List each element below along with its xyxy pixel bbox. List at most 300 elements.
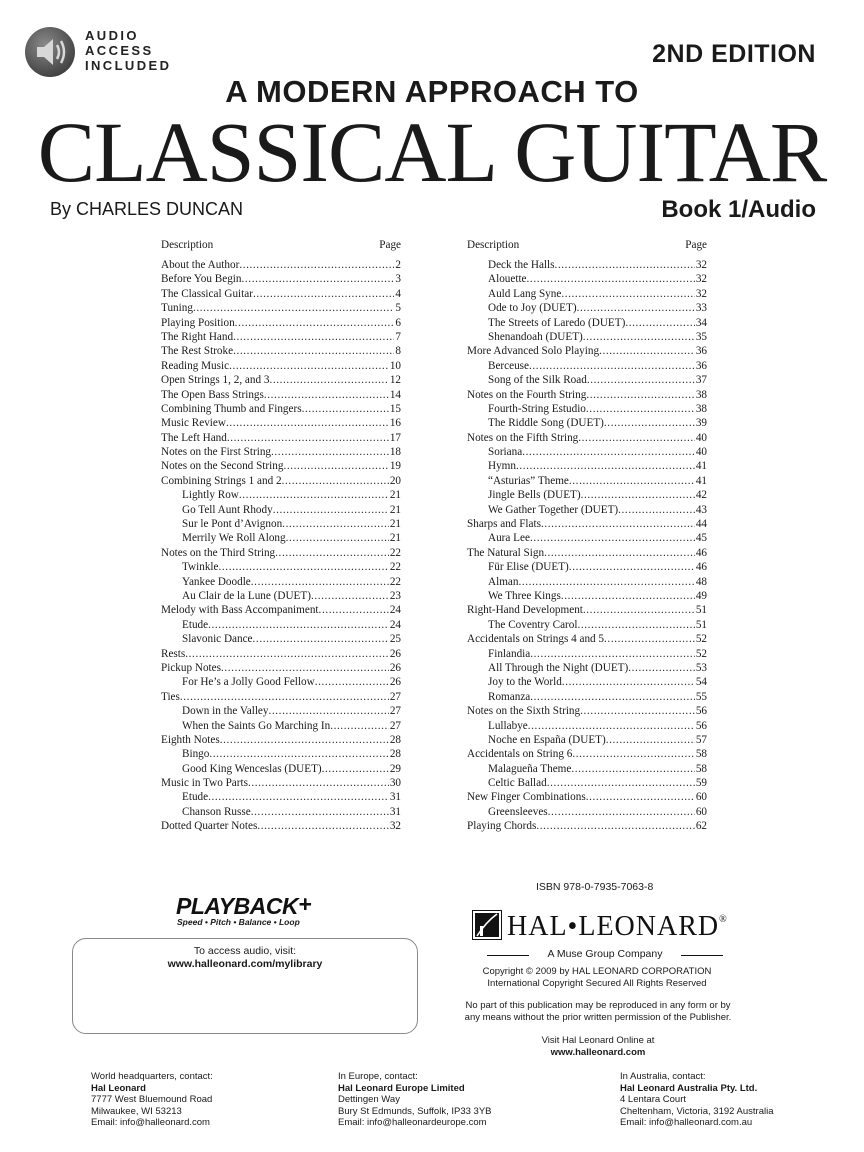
toc-dot-leader [229,359,389,373]
toc-dot-leader [319,603,389,617]
toc-entry [161,632,401,646]
disclaimer-line: any means without the prior written permission of the Publisher. [464,1012,732,1023]
toc-entry-page: 38 [695,402,707,415]
toc-dot-leader [580,704,695,718]
toc-entry-title: Jingle Bells (DUET) [488,489,581,502]
toc-entry [467,675,707,689]
toc-dot-leader [315,675,389,689]
toc-dot-leader [587,373,695,387]
contact-company: Hal Leonard [91,1082,146,1094]
toc-dot-leader [273,503,389,517]
toc-entry [161,733,401,747]
toc-entry-title: Combining Thumb and Fingers [161,402,302,415]
toc-entry-title: Ties [161,690,180,703]
toc-entry-title: Playing Chords [467,820,537,833]
toc-entry [467,776,707,790]
toc-entry-title: The Natural Sign [467,546,545,559]
toc-dot-leader [268,704,388,718]
visit-label: Visit Hal Leonard Online at [541,1035,655,1046]
toc-dot-leader [577,301,695,315]
toc-entry-title: The Classical Guitar [161,287,253,300]
toc-entry [467,402,707,416]
toc-entry-page: 23 [389,589,401,602]
book-title: CLASSICAL GUITAR [37,104,827,200]
toc-entry-title: Merrily We Roll Along [182,532,286,545]
toc-entry [161,503,401,517]
playback-tagline: Speed • Pitch • Balance • Loop [177,917,300,927]
toc-entry-title: We Gather Together (DUET) [488,503,619,516]
toc-entry-page: 5 [395,302,401,315]
contact-company: Hal Leonard Australia Pty. Ltd. [620,1082,758,1094]
toc-dot-leader [618,503,695,517]
access-url-link[interactable]: www.halleonard.com/mylibrary [167,958,323,970]
website-link[interactable]: www.halleonard.com [550,1047,646,1058]
toc-entry-title: Accidentals on Strings 4 and 5 [467,633,605,646]
toc-entry [161,719,401,733]
toc-entry-page: 29 [389,762,401,775]
toc-entry-title: When the Saints Go Marching In [182,719,331,732]
toc-entry-page: 14 [389,388,401,401]
toc-entry-page: 40 [695,431,707,444]
toc-entry [467,690,707,704]
toc-entry-title: Sur le Pont d’Avignon [182,518,283,531]
toc-entry-title: Notes on the Third String [161,546,276,559]
toc-page-heading: Page [685,239,707,251]
toc-entry [467,517,707,531]
toc-entry-title: Before You Begin [161,273,242,286]
toc-entry [161,647,401,661]
toc-dot-leader [302,402,389,416]
toc-dot-leader [269,373,388,387]
toc-entry-page: 32 [695,273,707,286]
toc-entry [467,719,707,733]
copyright-line: Copyright © 2009 by HAL LEONARD CORPORATION [482,966,712,977]
toc-entry-title: Open Strings 1, 2, and 3 [161,374,270,387]
toc-dot-leader [227,431,389,445]
toc-entry-page: 34 [695,316,707,329]
toc-entry [467,359,707,373]
toc-entry-page: 17 [389,431,401,444]
toc-entry-title: Lightly Row [182,489,239,502]
toc-entry-title: Twinkle [182,561,219,574]
toc-entry-page: 21 [389,532,401,545]
toc-entry-page: 8 [395,345,401,358]
toc-entry-title: Alman [488,575,519,588]
toc-entry-page: 25 [389,633,401,646]
toc-entry [467,632,707,646]
toc-dot-leader [185,647,389,661]
toc-entry-page: 43 [695,503,707,516]
contact-australia [620,1071,774,1129]
toc-entry [161,373,401,387]
toc-dot-leader [221,661,389,675]
contact-city: Cheltenham, Victoria, 3192 Australia [620,1105,774,1117]
toc-entry-page: 26 [389,676,401,689]
toc-entry-page: 20 [389,474,401,487]
book-volume: Book 1/Audio [661,196,816,223]
audio-badge-line: AUDIO [85,28,139,43]
toc-entry [161,272,401,286]
toc-entry-title: Down in the Valley [182,705,269,718]
toc-entry-title: Ode to Joy (DUET) [488,302,577,315]
toc-entry [161,474,401,488]
toc-dot-leader [239,258,394,272]
toc-entry-page: 45 [695,532,707,545]
toc-entry-page: 21 [389,518,401,531]
toc-entry-page: 37 [695,374,707,387]
toc-entry-title: Right-Hand Development [467,604,583,617]
playback-plus-icon: + [298,891,312,917]
toc-entry-title: Yankee Doodle [182,575,251,588]
toc-entry-title: Combining Strings 1 and 2 [161,474,282,487]
toc-entry-title: About the Author [161,259,240,271]
toc-dot-leader [548,805,695,819]
hal-leonard-mark-icon [472,910,502,940]
toc-dot-leader [516,459,695,473]
toc-entry-title: Rests [161,647,186,660]
toc-dot-leader [599,344,695,358]
access-instructions: To access audio, visit: [193,945,297,957]
toc-header [467,236,707,258]
author-line: By CHARLES DUNCAN [50,199,244,219]
toc-entry-page: 41 [695,460,707,473]
toc-dot-leader [253,287,394,301]
toc-dot-leader [604,632,695,646]
toc-entry-title: Accidentals on String 6 [467,748,573,761]
toc-entry [467,373,707,387]
contact-city: Bury St Edmunds, Suffolk, IP33 3YB [338,1105,492,1117]
toc-dot-leader [562,675,695,689]
toc-entry [161,330,401,344]
hal-leonard-wordmark [507,911,728,943]
toc-dot-leader [625,316,695,330]
toc-entry-page: 6 [395,316,401,329]
toc-entry [161,388,401,402]
toc-dot-leader [233,344,394,358]
toc-entry-page: 28 [389,748,401,761]
toc-entry-title: New Finger Combinations [467,791,586,804]
toc-entry-page: 19 [389,460,401,473]
toc-dot-leader [628,661,695,675]
toc-dot-leader [561,287,694,301]
toc-entry [467,747,707,761]
toc-entry [161,531,401,545]
toc-entry-title: Sharps and Flats [467,518,541,531]
toc-entry [161,618,401,632]
toc-entry-title: Bingo [182,748,210,761]
toc-entry-page: 16 [389,417,401,430]
toc-entry-title: The Open Bass Strings [161,388,264,401]
toc-entry-page: 62 [695,820,707,833]
toc-dot-leader [547,776,695,790]
toc-entry [467,704,707,718]
toc-description-heading: Description [467,239,520,251]
toc-dot-leader [193,301,394,315]
toc-entry-title: We Three Kings [488,589,561,602]
toc-entry [161,344,401,358]
toc-entry [161,690,401,704]
toc-dot-leader [209,747,388,761]
toc-entry-page: 57 [695,733,707,746]
toc-entry-title: Etude [182,618,209,631]
toc-entry-page: 40 [695,446,707,459]
toc-dot-leader [275,546,389,560]
contact-heading: World headquarters, contact: [91,1071,213,1082]
toc-entry-title: More Advanced Solo Playing [467,345,600,358]
toc-dot-leader [248,776,389,790]
toc-entry [467,819,707,833]
toc-dot-leader [572,747,694,761]
toc-entry [161,819,401,833]
toc-entry-page: 4 [395,287,401,300]
toc-dot-leader [264,388,389,402]
toc-entry-title: Reading Music [161,359,230,372]
toc-entry-page: 22 [389,575,401,588]
toc-header [161,236,401,258]
toc-entry [161,575,401,589]
toc-entry [467,431,707,445]
toc-entry-page: 32 [695,259,707,271]
toc-entry-title: Fourth-String Estudio [488,402,586,415]
toc-entry-page: 51 [695,604,707,617]
toc-entry-title: Good King Wenceslas (DUET) [182,762,322,775]
toc-dot-leader [253,632,389,646]
toc-entry-title: Lullabye [488,719,528,732]
toc-dot-leader [528,719,695,733]
toc-entry [161,488,401,502]
toc-entry-page: 56 [695,705,707,718]
toc-entry-page: 30 [389,777,401,790]
toc-entry-title: Celtic Ballad [488,777,547,790]
toc-entry-title: Romanza [488,690,531,703]
toc-entry-page: 52 [695,647,707,660]
toc-dot-leader [536,819,695,833]
toc-dot-leader [606,733,695,747]
toc-dot-leader [311,589,389,603]
toc-entry-title: Für Elise (DUET) [488,561,569,574]
toc-dot-leader [583,330,695,344]
contact-address: 4 Lentara Court [620,1094,687,1105]
toc-entry-title: Auld Lang Syne [488,287,562,300]
toc-entry-page: 27 [389,690,401,703]
toc-entry-title: “Asturias” Theme [488,474,569,487]
toc-entry [161,517,401,531]
toc-entry [161,603,401,617]
toc-entry-title: The Left Hand [161,431,227,444]
toc-dot-leader [586,388,694,402]
toc-dot-leader [219,560,389,574]
toc-entry [161,546,401,560]
toc-entry [467,575,707,589]
copyright-notice [472,966,722,990]
toc-entry [161,762,401,776]
toc-left-column [161,236,401,834]
toc-dot-leader [239,488,389,502]
toc-entry-page: 60 [695,805,707,818]
toc-entry [161,416,401,430]
toc-dot-leader [242,272,395,286]
toc-entry-title: Music in Two Parts [161,777,248,790]
toc-entry-page: 12 [389,374,401,387]
toc-dot-leader [235,316,395,330]
toc-entry [467,316,707,330]
toc-entry [161,431,401,445]
toc-dot-leader [282,517,389,531]
toc-dot-leader [541,517,695,531]
toc-entry-page: 39 [695,417,707,430]
toc-entry-title: Greensleeves [488,805,548,818]
toc-dot-leader [208,790,389,804]
toc-entry-page: 31 [389,805,401,818]
toc-dot-leader [527,272,695,286]
toc-entry-title: Pickup Notes [161,661,221,674]
toc-entry [467,272,707,286]
toc-entry [467,416,707,430]
toc-entry-page: 7 [395,330,401,343]
toc-entry [467,474,707,488]
toc-entries [467,258,707,834]
toc-entry-page: 27 [389,705,401,718]
toc-dot-leader [604,416,695,430]
toc-entry-title: Etude [182,791,209,804]
toc-entry-page: 42 [695,489,707,502]
toc-description-heading: Description [161,239,214,251]
contact-email[interactable]: Email: info@halleonard.com [91,1117,210,1128]
toc-entry-page: 21 [389,489,401,502]
toc-entry-title: Eighth Notes [161,733,220,746]
toc-entry-page: 22 [389,561,401,574]
toc-entry [467,560,707,574]
toc-entry [467,503,707,517]
toc-dot-leader [581,488,695,502]
audio-access-label [85,28,171,73]
toc-entry-title: Dotted Quarter Notes [161,820,258,833]
toc-entry-page: 15 [389,402,401,415]
toc-entry-page: 31 [389,791,401,804]
toc-entries [161,258,401,834]
toc-entry-page: 58 [695,748,707,761]
toc-entry-page: 10 [389,359,401,372]
toc-entry-page: 26 [389,647,401,660]
toc-dot-leader [518,575,694,589]
toc-entry-page: 46 [695,546,707,559]
contact-email[interactable]: Email: info@halleonardeurope.com [338,1117,487,1128]
toc-dot-leader [569,560,695,574]
toc-entry [161,316,401,330]
contact-email[interactable]: Email: info@halleonard.com.au [620,1117,753,1128]
toc-dot-leader [522,445,695,459]
toc-entry-page: 32 [695,287,707,300]
publisher-name: HAL•LEONARD [507,911,720,942]
contact-heading: In Europe, contact: [338,1071,418,1082]
toc-entry-title: The Coventry Carol [488,618,578,631]
toc-entry [467,488,707,502]
toc-dot-leader [561,589,695,603]
toc-entry [161,776,401,790]
toc-dot-leader [251,805,389,819]
toc-entry [467,790,707,804]
contact-heading: In Australia, contact: [620,1071,706,1082]
playback-wordmark [176,893,376,920]
toc-entry-title: For He’s a Jolly Good Fellow [182,676,315,689]
toc-dot-leader [220,733,389,747]
toc-entry [467,661,707,675]
registered-mark: ® [719,914,728,925]
toc-entry-title: Tuning [161,302,193,315]
toc-entry-page: 35 [695,330,707,343]
toc-dot-leader [554,258,694,272]
toc-entry-title: Go Tell Aunt Rhody [182,503,273,516]
toc-dot-leader [530,531,695,545]
toc-entry [161,747,401,761]
toc-entry-title: Berceuse [488,359,529,372]
toc-entry-title: Joy to the World [488,676,562,689]
toc-entry-page: 33 [695,302,707,315]
audio-badge-line: ACCESS [85,43,154,58]
contact-europe [338,1071,492,1129]
toc-dot-leader [578,431,695,445]
toc-entry-title: Notes on the Fourth String [467,388,587,401]
toc-entry [161,258,401,272]
toc-dot-leader [586,790,695,804]
toc-entry-title: Au Clair de la Lune (DUET) [182,589,311,602]
toc-entry-title: Soriana [488,446,523,459]
toc-entry-page: 36 [695,359,707,372]
contact-world-headquarters [91,1071,213,1129]
toc-entry [467,459,707,473]
toc-entry [161,589,401,603]
toc-entry-title: The Streets of Laredo (DUET) [488,316,626,329]
toc-entry-title: Music Review [161,417,226,430]
toc-dot-leader [577,618,694,632]
toc-entry [467,805,707,819]
toc-dot-leader [529,359,695,373]
toc-entry [467,344,707,358]
toc-entry [467,445,707,459]
toc-entry [467,589,707,603]
toc-entry-page: 54 [695,676,707,689]
toc-entry-page: 60 [695,791,707,804]
toc-entry-page: 32 [389,820,401,833]
contact-company: Hal Leonard Europe Limited [338,1082,465,1094]
toc-entry [467,762,707,776]
toc-entry-title: Notes on the Fifth String [467,431,579,444]
toc-entry [467,258,707,272]
toc-entry-page: 38 [695,388,707,401]
audio-access-box [72,938,418,1034]
toc-dot-leader [180,690,389,704]
toc-entry [161,661,401,675]
toc-entry-page: 56 [695,719,707,732]
toc-entry-title: Chanson Russe [182,805,251,818]
edition-label: 2ND EDITION [652,40,816,68]
toc-entry [467,301,707,315]
toc-entry-page: 58 [695,762,707,775]
toc-dot-leader [586,402,695,416]
toc-entry [161,704,401,718]
toc-entry-page: 22 [389,546,401,559]
toc-entry-page: 52 [695,633,707,646]
playback-logo [176,893,376,933]
toc-entry-page: 24 [389,604,401,617]
divider [681,955,723,956]
toc-entry-page: 59 [695,777,707,790]
toc-entry [161,301,401,315]
toc-entry [467,647,707,661]
toc-entry [161,560,401,574]
toc-entry-title: Malagueña Theme [488,762,572,775]
toc-entry-title: The Right Hand [161,330,234,343]
